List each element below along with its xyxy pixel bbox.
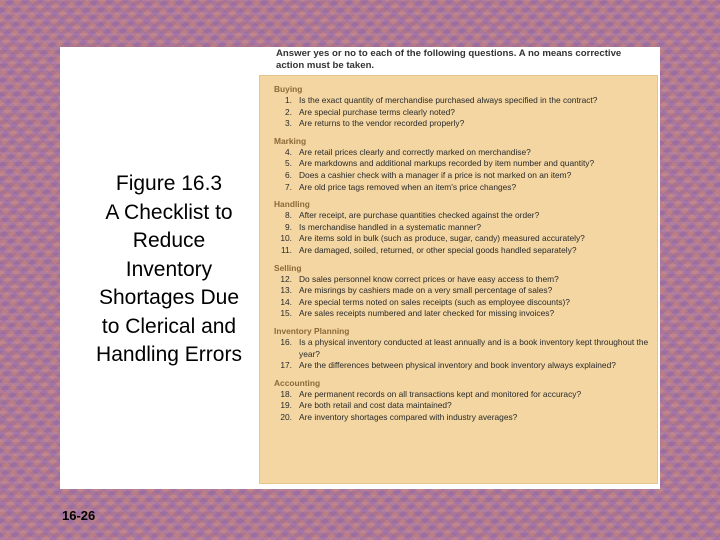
section-title: Accounting (274, 377, 321, 388)
question-number: 6. (285, 169, 292, 180)
checklist-section (274, 263, 651, 320)
checklist-question (274, 210, 651, 222)
question-number: 18. (280, 388, 292, 399)
section-title: Selling (274, 262, 302, 273)
question-number: 14. (280, 296, 292, 307)
question-number: 1. (285, 95, 292, 105)
question-text: Are misrings by cashiers made on a very small percentage of sales? (299, 285, 553, 296)
caption-line: Inventory (125, 257, 213, 281)
question-text: Are both retail and cost data maintained? (299, 400, 452, 411)
question-text: Is a physical inventory conducted at least annually and is a book inventory kept throughout the year? (299, 336, 649, 359)
question-text: Are old price tags removed when an item's price changes? (299, 181, 517, 192)
question-text: Is the exact quantity of merchandise purchased always specified in the contract? (299, 95, 598, 105)
question-text: Do sales personnel know correct prices or have easy access to them? (299, 273, 559, 284)
checklist-question (274, 400, 651, 412)
caption-line: Reduce (132, 229, 206, 252)
section-title: Handling (274, 199, 310, 210)
question-text: Are the differences between physical inventory and book inventory always explained? (299, 360, 616, 371)
question-text: Are special purchase terms clearly noted? (299, 106, 455, 117)
checklist-question (274, 389, 651, 401)
instructions-line: Answer yes or no to each of the following questions. A no means corrective (276, 48, 622, 59)
question-number: 15. (280, 308, 292, 319)
checklist-question (274, 308, 651, 320)
question-number: 8. (285, 210, 292, 221)
question-number: 4. (285, 146, 292, 157)
question-text: Are special terms noted on sales receipts (such as employee discounts)? (299, 296, 570, 307)
checklist-section (274, 326, 651, 372)
caption-line: to Clerical and (101, 314, 237, 338)
checklist-section (274, 136, 651, 193)
section-title: Marking (274, 135, 307, 146)
question-number: 20. (280, 411, 292, 422)
question-text: Are retail prices clearly and correctly marked on merchandise? (299, 146, 531, 157)
question-number: 2. (285, 106, 292, 117)
checklist-box (259, 75, 658, 484)
question-text: After receipt, are purchase quantities checked against the order? (299, 210, 540, 221)
section-title: Inventory Planning (274, 325, 350, 336)
checklist-question (274, 245, 651, 257)
caption-line: Shortages Due (98, 286, 240, 309)
question-number: 7. (285, 181, 292, 192)
checklist-question (274, 158, 651, 170)
checklist-question (274, 297, 651, 309)
caption-line: A Checklist to (105, 200, 233, 224)
figure-caption (62, 170, 276, 370)
question-text: Are items sold in bulk (such as produce, sugar, candy) measured accurately? (299, 233, 585, 244)
question-text: Are returns to the vendor recorded properly? (299, 118, 465, 129)
question-number: 5. (285, 158, 292, 169)
question-text: Are permanent records on all transactions kept and monitored for accuracy? (299, 388, 582, 399)
question-number: 10. (280, 233, 292, 244)
checklist-question (274, 182, 651, 194)
question-text: Are damaged, soiled, returned, or other special goods handled separately? (299, 244, 577, 255)
section-title: Buying (274, 84, 303, 94)
question-text: Are inventory shortages compared with industry averages? (299, 411, 518, 422)
checklist-section (274, 199, 651, 256)
question-number: 9. (285, 221, 292, 232)
caption-line: Handling Errors (96, 343, 242, 366)
checklist-question (274, 170, 651, 182)
question-number: 3. (285, 118, 292, 129)
question-text: Are markdowns and additional markups recorded by item number and quantity? (299, 158, 595, 169)
checklist-section (274, 378, 651, 424)
checklist-question (274, 95, 651, 107)
checklist-question (274, 147, 651, 159)
checklist-question (274, 233, 651, 245)
checklist-question (274, 107, 651, 119)
instructions-line: action must be taken. (276, 60, 375, 71)
checklist-question (274, 222, 651, 234)
question-text: Does a cashier check with a manager if a price is not marked on an item? (299, 169, 572, 180)
checklist-sections (274, 84, 651, 423)
checklist-question (274, 337, 651, 360)
question-text: Are sales receipts numbered and later checked for missing invoices? (299, 308, 555, 319)
checklist-question (274, 274, 651, 286)
slide-number: 16-26 (62, 508, 96, 523)
question-number: 17. (280, 360, 292, 371)
checklist-question (274, 285, 651, 297)
checklist-question (274, 412, 651, 424)
question-number: 12. (280, 273, 292, 284)
checklist-instructions (276, 48, 656, 72)
caption-line: Figure 16.3 (115, 172, 223, 195)
checklist-question (274, 118, 651, 130)
checklist-question (274, 360, 651, 372)
question-text: Is merchandise handled in a systematic manner? (299, 221, 482, 232)
checklist-section (274, 84, 651, 130)
question-number: 11. (280, 244, 292, 255)
question-number: 16. (280, 336, 292, 347)
question-number: 13. (280, 285, 292, 296)
question-number: 19. (280, 400, 292, 411)
